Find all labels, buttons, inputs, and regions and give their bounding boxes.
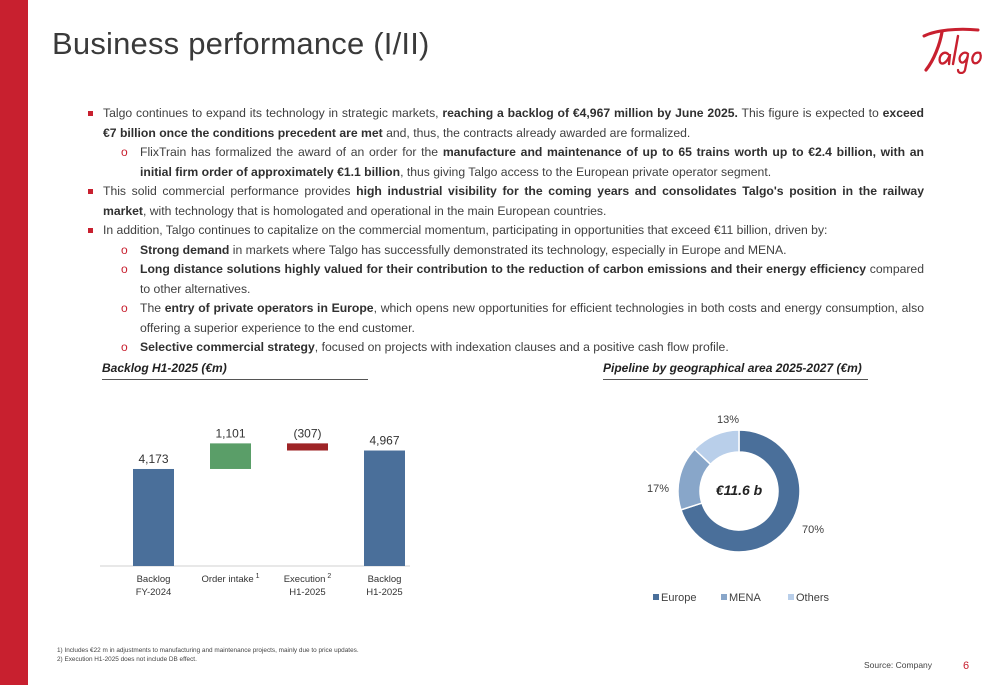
bullet-commercial-performance (88, 182, 924, 221)
waterfall-category-label: H1-2025 (366, 587, 403, 598)
waterfall-bar (133, 469, 174, 566)
legend-swatch-europe (653, 594, 659, 600)
pipeline-chart-title: Pipeline by geographical area 2025-2027 (€m) (603, 361, 862, 375)
sub-bullet-marker: o (121, 340, 128, 354)
backlog-chart-underline (102, 379, 368, 380)
sub-bullet-private-operators (88, 299, 924, 338)
footnote-superscript: 2 (325, 573, 332, 580)
pipeline-donut-chart (600, 395, 890, 610)
legend-label-europe: Europe (661, 592, 697, 604)
sub-bullet-marker: o (121, 145, 128, 159)
talgo-logo (918, 22, 988, 74)
text-bold: entry of private operators in Europe (164, 301, 374, 315)
waterfall-category-label: Backlog (136, 574, 171, 585)
bullet-commercial-momentum (88, 221, 924, 241)
waterfall-data-label: 1,101 (215, 426, 246, 441)
legend-label-others: Others (796, 592, 830, 604)
sub-bullet-flixtrain (88, 143, 924, 182)
text: The (140, 301, 165, 315)
text-bold: high industrial visibility for the coming years and consolidates Talgo's position in the railway market (103, 184, 924, 218)
sub-bullet-strong-demand (88, 241, 924, 261)
waterfall-category-label: H1-2025 (289, 587, 326, 598)
text: This figure is expected to (737, 106, 883, 120)
sub-bullet-marker: o (121, 262, 128, 276)
waterfall-category-label: Backlog (367, 574, 402, 585)
waterfall-bar (287, 443, 328, 450)
sub-bullet-marker: o (121, 301, 128, 315)
text-bold: Selective commercial strategy (140, 340, 315, 354)
text-bold: reaching a backlog of €4,967 million by June 2025. (442, 106, 738, 120)
text-bold: Strong demand (140, 242, 230, 257)
text: , focused on projects with indexation clauses and a positive cash flow profile. (314, 340, 729, 354)
waterfall-category-label: FY-2024 (135, 587, 172, 598)
footnote-1: 1) Includes €22 m in adjustments to manufacturing and maintenance projects, mainly due to price updates. (57, 647, 359, 654)
bullet-backlog (88, 104, 924, 143)
text: FlixTrain has formalized the award of an order for the (140, 145, 443, 159)
legend-swatch-others (788, 594, 794, 600)
sub-bullet-marker: o (121, 242, 128, 257)
waterfall-data-label: 4,173 (138, 451, 169, 466)
text-bold: manufacture and maintenance of up to 65 trains worth up to €2.4 billion, with an initial firm order of approximately €1.1 billion (140, 145, 924, 179)
text: , which opens new opportunities for efficient technologies in both costs and energy consumption, also offering a superior experience to the end customer. (140, 301, 925, 335)
waterfall-category-label: Execution $^2$ (283, 573, 332, 585)
page-title: Business performance (I/II) (52, 26, 430, 61)
waterfall-data-label: 4,967 (369, 433, 400, 448)
footnote-2: 2) Execution H1-2025 does not include DB effect. (57, 656, 197, 663)
page-number: 6 (963, 660, 970, 672)
backlog-waterfall-chart (100, 395, 430, 610)
text: This solid commercial performance provides (103, 184, 357, 198)
text: In addition, Talgo continues to capitalize on the commercial momentum, participating in opportunities that exceed €11 billion, driven by: (103, 223, 828, 237)
footnote-superscript: 1 (253, 573, 260, 580)
waterfall-bar (210, 443, 251, 469)
text: , with technology that is homologated and operational in the main European countries. (142, 203, 607, 218)
waterfall-data-label: (307) (293, 426, 322, 441)
text: and, thus, the contracts already awarded are formalized. (382, 125, 691, 140)
legend-label-mena: MENA (729, 592, 761, 604)
text: compared to other alternatives. (140, 262, 924, 296)
donut-data-label: 17% (646, 483, 670, 495)
text: in markets where Talgo has successfully demonstrated its technology, especially in Europe and MENA. (229, 242, 787, 257)
legend-swatch-mena (721, 594, 727, 600)
text: , thus giving Talgo access to the European private operator segment. (400, 164, 772, 179)
sub-bullet-selective-strategy (88, 338, 924, 358)
donut-center-label: €11.6 b (715, 482, 763, 498)
waterfall-bar (364, 451, 405, 566)
donut-data-label: 70% (801, 524, 825, 536)
sub-bullet-long-distance (88, 260, 924, 299)
pipeline-chart-underline (603, 379, 868, 380)
donut-data-label: 13% (716, 414, 740, 426)
source-note: Source: Company (864, 660, 933, 670)
text-bold: exceed €7 billion once the conditions precedent are met (103, 106, 924, 140)
bullet-list (88, 104, 924, 358)
left-accent-bar (0, 0, 28, 685)
text: Talgo continues to expand its technology in strategic markets, (103, 106, 443, 120)
text-bold: Long distance solutions highly valued for their contribution to the reduction of carbon emissions and their energy efficiency (140, 262, 867, 276)
footnotes (57, 646, 359, 664)
waterfall-category-label: Order intake $^1$ (201, 573, 260, 585)
backlog-chart-title: Backlog H1-2025 (€m) (102, 361, 227, 375)
